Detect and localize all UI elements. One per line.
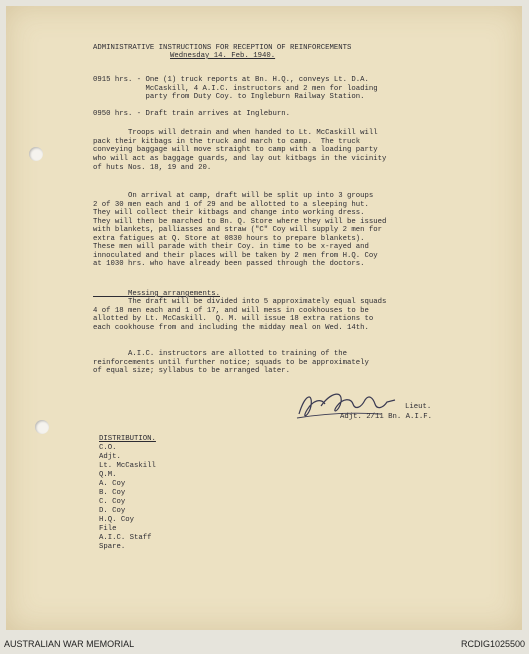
- distribution-item: H.Q. Coy: [99, 516, 135, 524]
- distribution-item: C.O.: [99, 444, 117, 452]
- document-line: These men will parade with their Coy. in time to be x-rayed and: [93, 243, 369, 251]
- document-line: extra fatigues at Q. Store at 0830 hours to prepare blankets).: [93, 235, 365, 243]
- document-line: They will collect their kitbags and change into working dress.: [93, 209, 365, 217]
- document-line: A.I.C. instructors are allotted to training of the: [93, 350, 347, 358]
- document-title: ADMINISTRATIVE INSTRUCTIONS FOR RECEPTION OF REINFORCEMENTS: [93, 44, 352, 52]
- document-line: each cookhouse from and including the midday meal on Wed. 14th.: [93, 324, 369, 332]
- document-line: The draft will be divided into 5 approximately equal squads: [93, 298, 387, 306]
- document-date: Wednesday 14. Feb. 1940.: [170, 52, 276, 60]
- document-line: They will then be marched to Bn. Q. Store where they will be issued: [93, 218, 387, 226]
- document-line: at 1030 hrs. who have already been passed through the doctors.: [93, 260, 365, 268]
- archive-name: AUSTRALIAN WAR MEMORIAL: [4, 639, 135, 649]
- distribution-item: B. Coy: [99, 489, 126, 497]
- document-line: 0950 hrs. - Draft train arrives at Ingleburn.: [93, 110, 291, 118]
- distribution-item: C. Coy: [99, 498, 126, 506]
- document-line: pack their kitbags in the truck and march to camp. The truck: [93, 138, 361, 146]
- distribution-item: A.I.C. Staff: [99, 534, 152, 542]
- distribution-heading: DISTRIBUTION.: [99, 435, 156, 443]
- distribution-item: Adjt.: [99, 453, 121, 461]
- document-line: reinforcements until further notice; squads to be approximately: [93, 359, 369, 367]
- document-line: of equal size; syllabus to be arranged later.: [93, 367, 291, 375]
- document-line: Troops will detrain and when handed to Lt. McCaskill will: [93, 129, 378, 137]
- distribution-item: File: [99, 525, 117, 533]
- document-line: On arrival at camp, draft will be split up into 3 groups: [93, 192, 374, 200]
- typed-document: [6, 6, 522, 630]
- document-sheet: [6, 6, 522, 630]
- archive-reference: RCDIG1025500: [460, 639, 525, 649]
- document-line: of huts Nos. 18, 19 and 20.: [93, 164, 212, 172]
- document-line: 0915 hrs. - One (1) truck reports at Bn. H.Q., conveys Lt. D.A.: [93, 76, 369, 84]
- document-line: conveying baggage will move straight to camp with a loading party: [93, 146, 378, 154]
- distribution-item: Q.M.: [99, 471, 117, 479]
- document-line: allotted by Lt. McCaskill. Q. M. will issue 18 extra rations to: [93, 315, 374, 323]
- distribution-item: A. Coy: [99, 480, 126, 488]
- document-line: party from Duty Coy. to Ingleburn Railway Station.: [93, 93, 365, 101]
- document-line: innoculated and their places will be taken by 2 men from H.Q. Coy: [93, 252, 378, 260]
- signature-rank: Lieut.: [405, 403, 432, 411]
- document-line: 4 of 18 men each and 1 of 17, and will mess in cookhouses to be: [93, 307, 369, 315]
- distribution-item: D. Coy: [99, 507, 126, 515]
- document-line: Messing arrangements.: [93, 290, 220, 298]
- archive-footer: [0, 630, 529, 654]
- distribution-item: Lt. McCaskill: [99, 462, 156, 470]
- document-line: who will act as baggage guards, and lay out kitbags in the vicinity: [93, 155, 387, 163]
- signature-title: Adjt. 2/11 Bn. A.I.F.: [340, 413, 432, 421]
- distribution-item: Spare.: [99, 543, 126, 551]
- document-line: with blankets, palliasses and straw ("C" Coy will supply 2 men for: [93, 226, 383, 234]
- document-line: McCaskill, 4 A.I.C. instructors and 2 men for loading: [93, 85, 378, 93]
- document-line: 2 of 30 men each and 1 of 29 and be allotted to a sleeping hut.: [93, 201, 369, 209]
